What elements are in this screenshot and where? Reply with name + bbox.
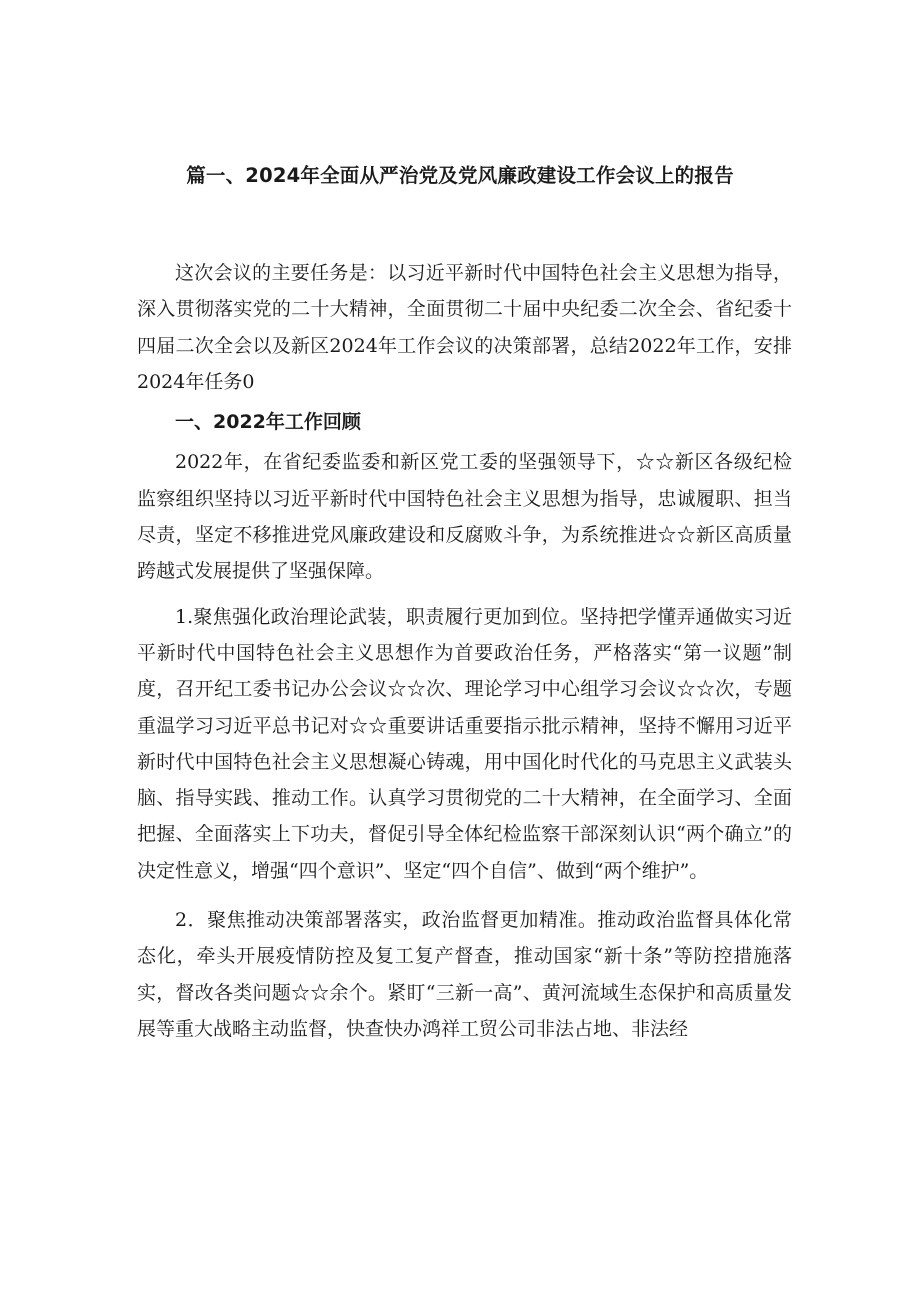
item-2-paragraph: 2．聚焦推动决策部署落实，政治监督更加精准。推动政治监督具体化常态化，牵头开展疫情防控及复工复产督查，推动国家“新十条”等防控措施落实，督改各类问题☆☆余个。紧盯“三新一高”、黄河流域生态保护和高质量发展等重大战略主动监督，快查快办鸿祥工贸公司非法占地、非法经 <box>137 909 792 1040</box>
intro-paragraph: 这次会议的主要任务是：以习近平新时代中国特色社会主义思想为指导，深入贯彻落实党的二十大精神，全面贯彻二十届中央纪委二次全会、省纪委十四届二次全会以及新区2024年工作会议的决策部署，总结2022年工作，安排2024年任务0 <box>137 262 792 393</box>
review-paragraph: 2022年，在省纪委监委和新区党工委的坚强领导下，☆☆新区各级纪检监察组织坚持以习近平新时代中国特色社会主义思想为指导，忠诚履职、担当尽责，坚定不移推进党风廉政建设和反腐败斗争，为系统推进☆☆新区高质量跨越式发展提供了坚强保障。 <box>137 451 792 583</box>
document-body <box>137 255 792 1047</box>
section-heading-review: 一、2022年工作回顾 <box>175 411 361 434</box>
document-title: 篇一、2024年全面从严治党及党风廉政建设工作会议上的报告 <box>186 164 734 187</box>
item-1-paragraph: 1.聚焦强化政治理论武装，职责履行更加到位。坚持把学懂弄通做实习近平新时代中国特色社会主义思想作为首要政治任务，严格落实“第一议题”制度，召开纪工委书记办公会议☆☆次、理论学习中心组学习会议☆☆次，专题重温学习习近平总书记对☆☆重要讲话重要指示批示精神，坚持不懈用习近平新时代中国特色社会主义思想凝心铸魂，用中国化时代化的马克思主义武装头脑、指导实践、推动工作。认真学习贯彻党的二十大精神，在全面学习、全面把握、全面落实上下功夫，督促引导全体纪检监察干部深刻认识“两个确立”的决定性意义，增强“四个意识”、坚定“四个自信”、做到“两个维护”。 <box>137 605 792 882</box>
